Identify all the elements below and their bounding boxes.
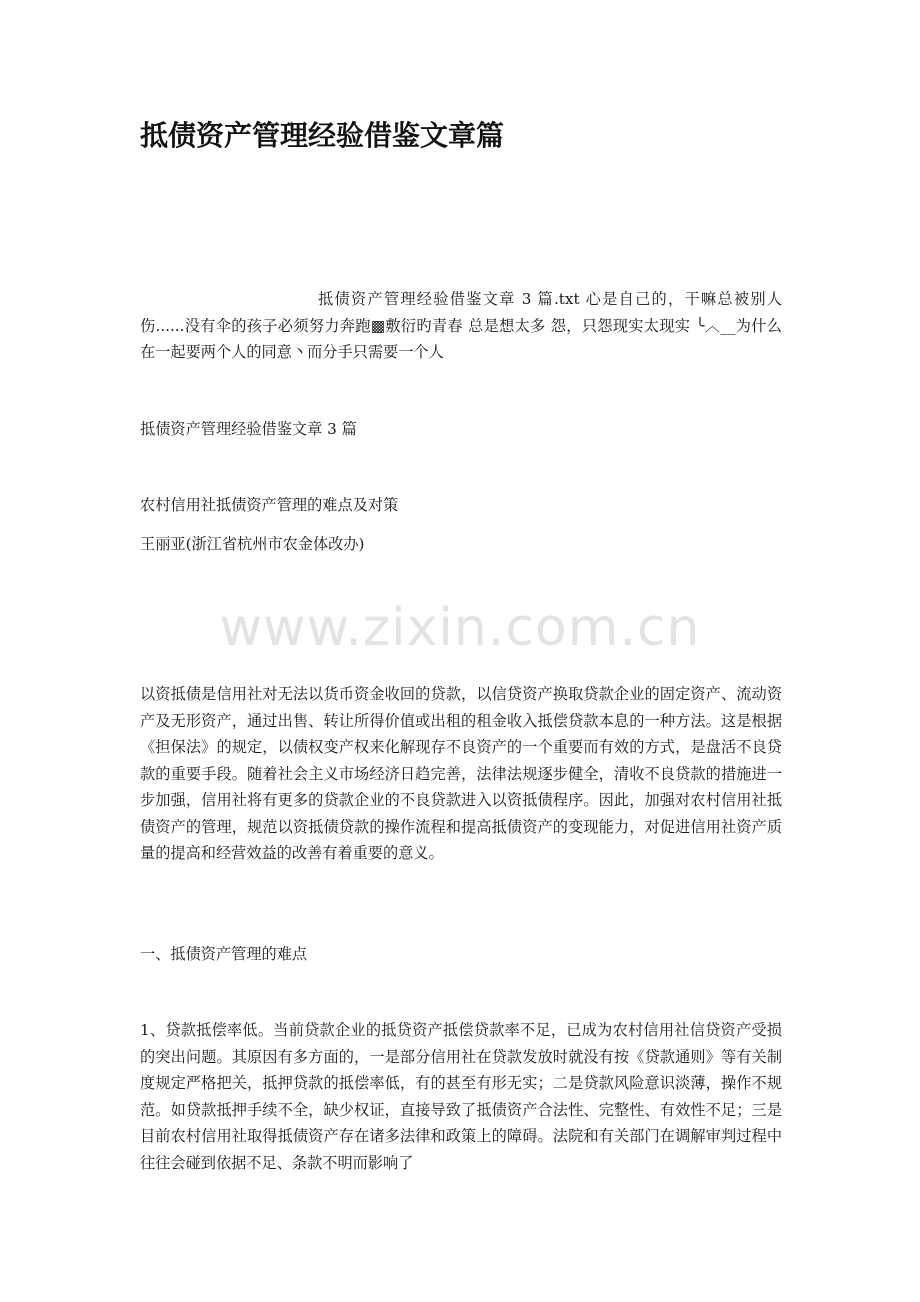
document-title: 抵债资产管理经验借鉴文章篇: [140, 119, 505, 152]
watermark: www.zixin.com.cn: [219, 598, 701, 658]
section-heading-1: 一、抵债资产管理的难点: [140, 945, 308, 963]
body-paragraph-2: 1、贷款抵偿率低。当前贷款企业的抵贷资产抵偿贷款率不足，已成为农村信用社信贷资产受损的突出问题。其原因有多方面的，一是部分信用社在贷款发放时就没有按《贷款通则》等有关制度规定严格把关，抵押贷款的抵偿率低，有的甚至有形无实；二是贷款风险意识淡薄，操作不规范。如贷款抵押手续不全，缺少权证，直接导致了抵债资产合法性、完整性、有效性不足；三是目前农村信用社取得抵债资产存在诸多法律和政策上的障碍。法院和有关部门在调解审判过程中往往会碰到依据不足、条款不明而影响了: [140, 1021, 782, 1172]
document-subtitle: 抵债资产管理经验借鉴文章 3 篇: [140, 420, 357, 438]
body-paragraph-1: 以资抵债是信用社对无法以货币资金收回的贷款，以信贷资产换取贷款企业的固定资产、流动资产及无形资产，通过出售、转让所得价值或出租的租金收入抵偿贷款本息的一种方法。这是根据《担保法》的规定，以债权变产权来化解现存不良资产的一个重要而有效的方式，是盘活不良贷款的重要手段。随着社会主义市场经济日趋完善，法律法规逐步健全，清收不良贷款的措施进一步加强，信用社将有更多的贷款企业的不良贷款进入以资抵债程序。因此，加强对农村信用社抵债资产的管理，规范以资抵债贷款的操作流程和提高抵债资产的变现能力，对促进信用社资产质量的提高和经营效益的改善有着重要的意义。: [140, 685, 782, 862]
article-title: 农村信用社抵债资产管理的难点及对策: [140, 496, 399, 514]
intro-paragraph: 抵债资产管理经验借鉴文章 3 篇.txt 心是自己的，干嘛总被别人伤......没有伞的孩子必须努力奔跑▩敷衍旳青春 总是想太多 怨，只怨现实太现实 ╰︿__为什么在一起要两个人的同意丶而分手只需要一个人: [140, 290, 782, 361]
article-author: 王丽亚(浙江省杭州市农金体改办): [140, 535, 365, 553]
